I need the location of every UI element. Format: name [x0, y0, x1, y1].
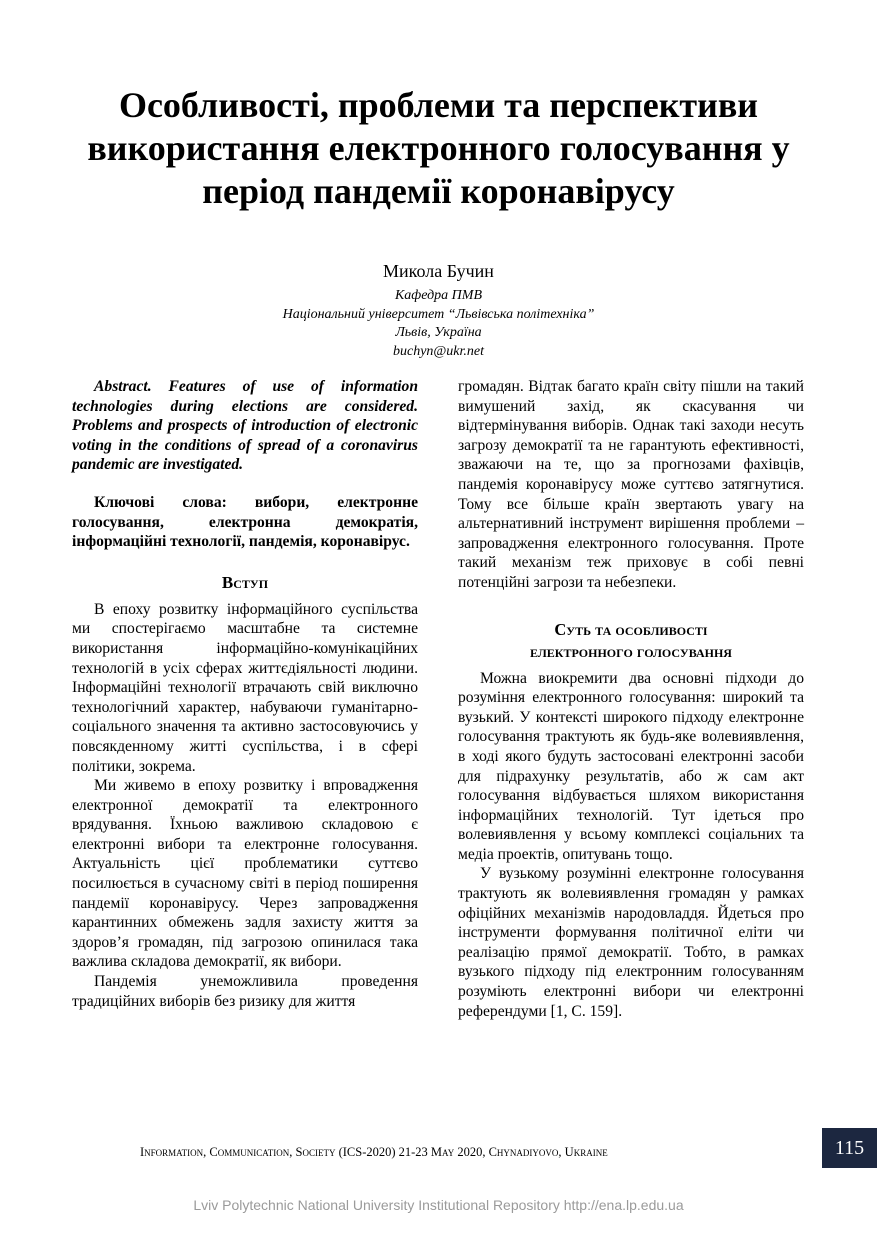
paper-title	[40, 84, 837, 213]
title-line: використання електронного голосування у	[87, 128, 790, 168]
location: Львів, Україна	[395, 325, 482, 340]
affiliation	[0, 287, 877, 361]
page-number: 115	[822, 1128, 877, 1168]
paragraph: В епоху розвитку інформаційного суспільства ми спостерігаємо масштабне та системне використання інформаційно-комунікаційних технологій в усіх сферах життєдіяльності людини. Інформаційні технології втрачають свій виключно технологічний характер, набуваючи гуманітарно-соціального значення та активно застосовуючись у повсякденному житті суспільства, і в сфері політики, зокрема.	[72, 600, 418, 775]
paragraph-continuation: громадян. Відтак багато країн світу пішли на такий вимушений захід, як скасування чи відтермінування виборів. Однак такі заходи несуть загрозу демократії та не гарантують ефективності, зважаючи на те, що за прогнозами фахівців, пандемія коронавірусу може суттєво затягнутися. Тому все більше країн звертають увагу на альтернативний інструмент вирішення проблеми – запровадження електронного голосування. Проте такий механізм теж приховує в собі певні потенційні загрози та небезпеки.	[458, 378, 804, 591]
left-column	[72, 377, 418, 1011]
abstract: Abstract. Features of use of information technologies during elections are considered. Problems and prospects of introduction of electronic voting in the conditions of spread of a coronavirus pandemic are investigated.	[72, 378, 418, 474]
paragraph: Ми живемо в епоху розвитку і впровадження електронної демократії та електронного врядування. Їхньою важливою складовою є електронні вибори та електронне голосування. Актуальність цієї проблематики суттєво посилюється в сучасному світі в період поширення пандемії коронавірусу. Через запровадження карантинних обмежень задля захисту життя за здоров’я громадян, під загрозою опинилася така важлива складова демократії, як вибори.	[72, 777, 418, 971]
paragraph: Можна виокремити два основні підходи до розуміння електронного голосування: широкий та вузький. У контексті широкого підходу електронне голосування трактують як будь-яке волевиявлення, в ході якого будуть застосовані електронні засоби для підрахунку результатів, або ж сам акт голосування відбувається шляхом використання інформаційних технологій. Тут ідеться про волевиявлення у всьому комплексі соціальних та медіа проектів, опитувань тощо.	[458, 669, 804, 863]
section-heading-essence	[458, 619, 804, 663]
author-name: Микола Бучин	[383, 261, 494, 281]
right-column	[458, 377, 804, 1021]
paragraph: У вузькому розумінні електронне голосування трактують як волевиявлення громадян у рамках офіційних механізмів народовладдя. Йдеться про інструменти формування політичної еліти чи реалізацію прямої демократії. Тобто, в рамках вузького підходу під електронним голосуванням розуміють електронні вибори чи електронні референдуми [1, С. 159].	[458, 865, 804, 1020]
title-line: період пандемії коронавірусу	[202, 171, 675, 211]
paragraph: Пандемія унеможливила проведення традиційних виборів без ризику для життя	[72, 973, 418, 1010]
email: buchyn@ukr.net	[392, 343, 485, 359]
keywords: Ключові слова: вибори, електронне голосування, електронна демократія, інформаційні технології, пандемія, коронавірус.	[72, 493, 418, 551]
university: Національний університет “Львівська політехніка”	[282, 306, 595, 322]
title-line: Особливості, проблеми та перспективи	[118, 85, 759, 125]
heading-line: Суть та особливості	[554, 619, 708, 639]
section-heading-intro: Вступ	[221, 572, 269, 592]
repository-watermark: Lviv Polytechnic National University Institutional Repository http://ena.lp.edu.ua	[193, 1197, 684, 1213]
conference-footer: Information, Communication, Society (ICS-2020) 21-23 May 2020, Chynadiyovo, Ukraine	[140, 1145, 608, 1159]
department: Кафедра ПМВ	[394, 288, 482, 303]
heading-line: електронного голосування	[530, 641, 732, 661]
